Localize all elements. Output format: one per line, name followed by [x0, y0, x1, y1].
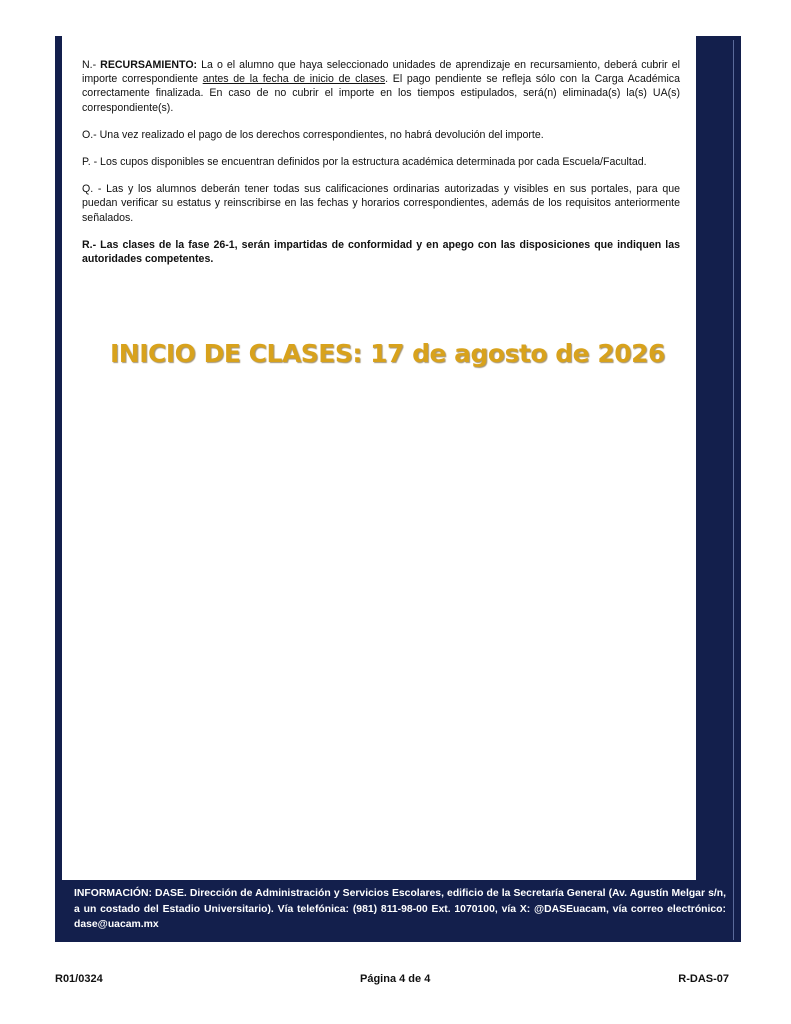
contact-info: INFORMACIÓN: DASE. Dirección de Administración y Servicios Escolares, edificio de la Secretaría General (Av. Agustín Melgar s/n, a un costado del Estadio Universitario). Vía telefónica: (981) 811-98-00 Ext. 1070100, vía X: @DASEuacam, vía correo electrónico: dase@uacam.mx — [74, 888, 726, 930]
paragraph-p: P. - Los cupos disponibles se encuentran definidos por la estructura académica determinada por cada Escuela/Facultad. — [82, 156, 647, 169]
paragraph-n-text-1: La o el alumno que haya seleccionado unidades de aprendizaje en recursamiento, deberá cubrir el importe correspondiente — [82, 59, 680, 86]
underlined-deadline: antes de la fecha de inicio de clases — [202, 73, 386, 86]
footer-code-left: R01/0324 — [55, 973, 103, 985]
paragraph-o: O.- Una vez realizado el pago de los derechos correspondientes, no habrá devolución del importe. — [82, 128, 544, 141]
paragraph-n-text-2: . El pago pendiente se refleja sólo con la Carga Académica correctamente finalizada. En caso de no cubrir el importe en los tiempos estipulados, será(n) eliminada(s) la(s) UA(s) correspondiente(s). — [82, 73, 680, 114]
content-area — [62, 36, 696, 880]
frame-divider-line — [733, 40, 734, 940]
class-start-headline: INICIO DE CLASES: 17 de agosto de 2026 — [110, 339, 665, 368]
paragraph-n-prefix: N.- — [82, 59, 101, 71]
footer-page-number: Página 4 de 4 — [360, 973, 431, 985]
footer-code-right: R-DAS-07 — [678, 973, 729, 985]
paragraph-n — [82, 58, 680, 115]
recursamiento-label: RECURSAMIENTO: — [100, 59, 198, 71]
paragraph-r — [82, 238, 680, 266]
body-text — [82, 58, 680, 279]
paragraph-r-text: R.- Las clases de la fase 26-1, serán impartidas de conformidad y en apego con las disposiciones que indiquen las autoridades competentes. — [82, 238, 680, 266]
paragraph-q: Q. - Las y los alumnos deberán tener todas sus calificaciones ordinarias autorizadas y visibles en sus portales, para que puedan verificar su estatus y reinscribirse en las fechas y horarios correspondientes, además de los requisitos anteriormente señalados. — [82, 183, 680, 224]
